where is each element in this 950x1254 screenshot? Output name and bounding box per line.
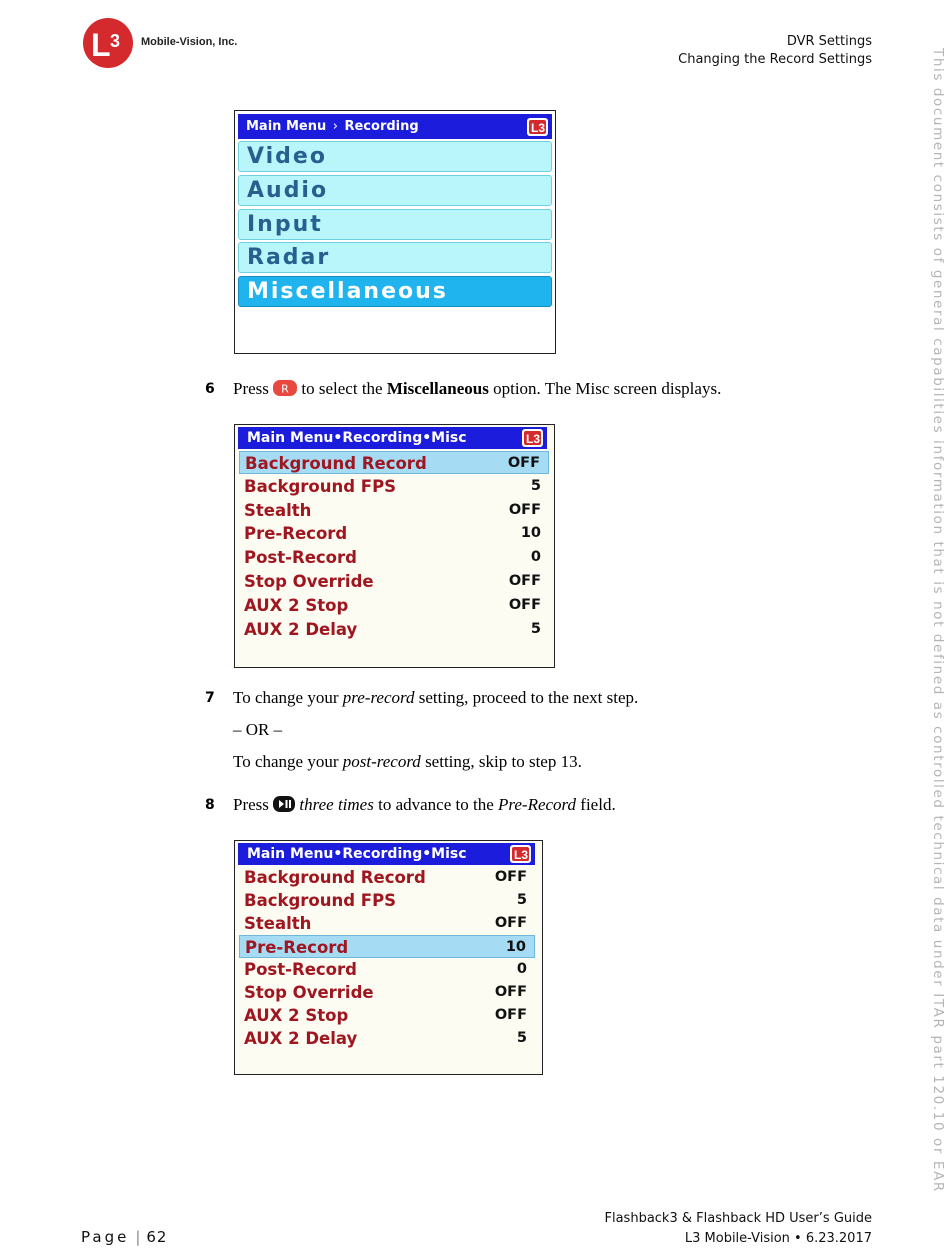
svg-text:L3: L3 [531, 121, 546, 135]
setting-row-pre-record[interactable]: Pre-Record 10 [244, 524, 541, 543]
screen-title-bar: Main Menu•Recording•Misc L3 [238, 843, 535, 865]
play-pause-button-icon [273, 796, 295, 812]
step-number: 6 [205, 381, 215, 397]
l3-badge-icon [510, 845, 531, 863]
title-main-menu: Main Menu [246, 119, 327, 134]
setting-row-stealth[interactable]: Stealth OFF [244, 501, 541, 520]
step-7-line-3: To change your post-record setting, skip to step 13. [233, 752, 582, 771]
page-header [678, 33, 872, 69]
setting-row-stop-override[interactable]: Stop Override OFF [244, 572, 541, 591]
setting-row-background-fps[interactable]: Background FPS 5 [244, 477, 541, 496]
guide-title: Flashback3 & Flashback HD User’s Guide [604, 1211, 872, 1226]
setting-row-aux-2-stop[interactable]: AUX 2 Stop OFF [244, 1006, 527, 1025]
recording-menu-screenshot [234, 110, 556, 354]
svg-text:R: R [281, 382, 289, 396]
menu-item-input[interactable]: Input [238, 209, 552, 240]
menu-item-audio[interactable]: Audio [238, 175, 552, 206]
section-title: DVR Settings [786, 34, 872, 49]
setting-row-background-fps[interactable]: Background FPS 5 [244, 891, 527, 910]
l3-badge-icon [527, 118, 548, 136]
menu-item-video[interactable]: Video [238, 141, 552, 172]
l3-badge-icon [522, 429, 543, 447]
l3-logo [80, 17, 136, 69]
title-separator: › [332, 119, 338, 134]
setting-row-stealth[interactable]: Stealth OFF [244, 914, 527, 933]
setting-row-background-record[interactable]: Background Record OFF [244, 868, 527, 887]
step-6-text: Press R to select the Miscellaneous option. The Misc screen displays. [233, 379, 722, 398]
setting-row-pre-record[interactable]: Pre-Record 10 [239, 935, 535, 958]
menu-item-radar[interactable]: Radar [238, 242, 552, 273]
guide-version: L3 Mobile-Vision • 6.23.2017 [684, 1231, 872, 1246]
setting-row-background-record[interactable]: Background Record OFF [239, 451, 549, 474]
svg-text:L3: L3 [526, 432, 541, 446]
svg-text:3: 3 [110, 31, 121, 51]
setting-row-stop-override[interactable]: Stop Override OFF [244, 983, 527, 1002]
step-7-line-1: To change your pre-record setting, proceed to the next step. [233, 688, 639, 707]
page-number: Page | 62 [81, 1228, 168, 1246]
subsection-title: Changing the Record Settings [678, 52, 872, 67]
svg-text:L3: L3 [514, 848, 529, 862]
setting-row-aux-2-stop[interactable]: AUX 2 Stop OFF [244, 596, 541, 615]
svg-text:L: L [91, 27, 111, 63]
r-button-icon [273, 380, 297, 396]
step-number: 8 [205, 797, 215, 813]
step-number: 7 [205, 690, 215, 706]
itar-notice: This document consists of general capabilities information that is not defined as controlled technical data under ITAR part 120.10 or EAR [930, 48, 946, 1193]
screen-title-bar: Main Menu•Recording•Misc L3 [238, 427, 547, 449]
setting-row-aux-2-delay[interactable]: AUX 2 Delay 5 [244, 1029, 527, 1048]
page-footer [605, 1209, 873, 1249]
title-recording: Recording [344, 119, 419, 134]
setting-row-post-record[interactable]: Post-Record 0 [244, 960, 527, 979]
setting-row-post-record[interactable]: Post-Record 0 [244, 548, 541, 567]
misc-screen-pre-record-selected [234, 840, 543, 1075]
menu-item-miscellaneous[interactable]: Miscellaneous [238, 276, 552, 307]
company-name: Mobile-Vision, Inc. [141, 36, 238, 48]
screen-title-bar [238, 114, 552, 139]
step-8-text: Press three times to advance to the Pre-Record field. [233, 795, 616, 814]
step-7-or: – OR – [233, 720, 283, 739]
misc-screen-background-record-selected [234, 424, 555, 668]
setting-row-aux-2-delay[interactable]: AUX 2 Delay 5 [244, 620, 541, 639]
